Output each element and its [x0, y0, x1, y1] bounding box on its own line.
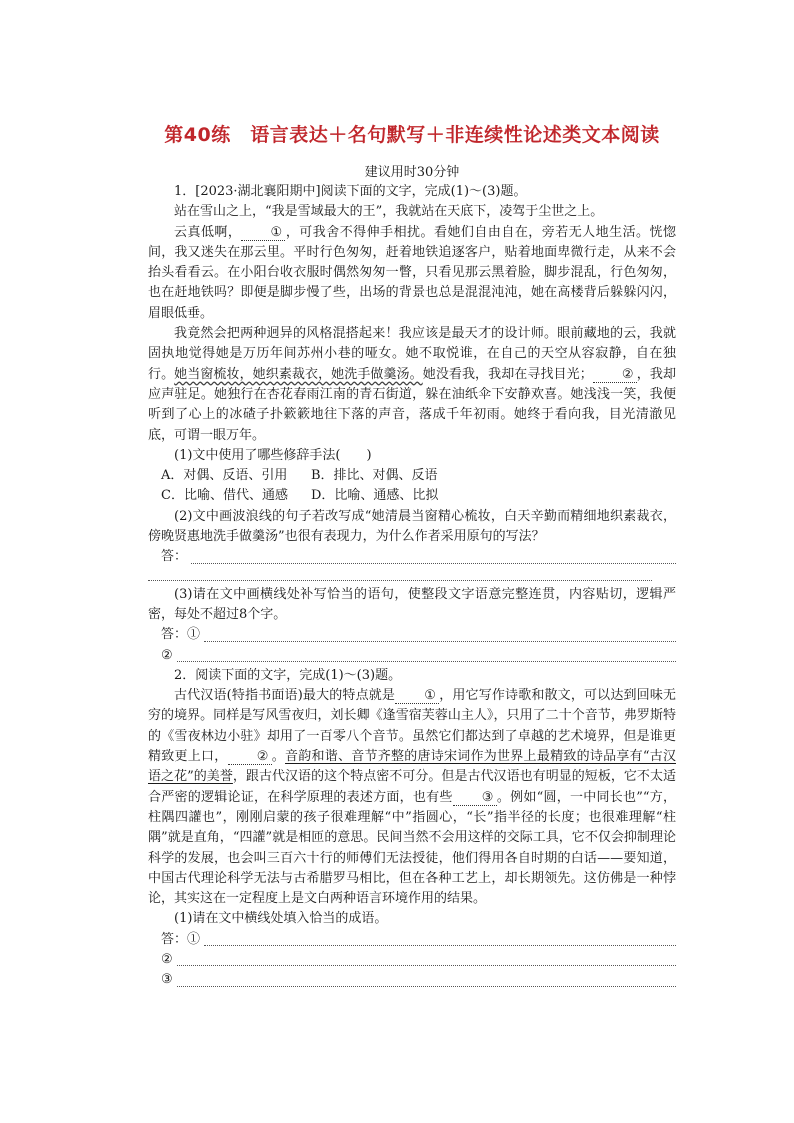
- answer-line[interactable]: [204, 629, 676, 642]
- q1-paragraph-3: [148, 324, 676, 446]
- answer-label: 答：①: [161, 627, 201, 643]
- text-run: 。: [271, 749, 286, 765]
- q1-paragraph-2: [148, 223, 676, 324]
- answer-label: 答：①: [161, 931, 201, 947]
- q1-answer-2-line-2[interactable]: [148, 568, 676, 585]
- text-run: 我竟然会把两种迥异的风格混搭起来！我应该是最天才的设计师。眼前藏地的云，我就固执地觉得她是万历年间苏州小巷的哑女。她不取悦谁，在自己的天空从容寂静，自在独行。: [148, 326, 676, 382]
- q2-sub-question-1: (1)请在文中横线处填入恰当的成语。: [174, 911, 388, 927]
- option-d[interactable]: D．比喻、通感、比拟: [311, 488, 439, 504]
- q1-answer-2-line-1[interactable]: [148, 547, 676, 567]
- q1-answer-3-line-1[interactable]: [148, 625, 676, 645]
- q2-answer-line-2[interactable]: [148, 950, 676, 970]
- underlined-sentence: 音韵和谐、音节齐整的唐诗宋词作为世界上最精致的诗品享有“古汉语之花”的美誉: [148, 749, 676, 785]
- q1-sub-question-1: (1)文中使用了哪些修辞手法( ): [174, 447, 372, 463]
- question-2-header: 2．阅读下面的文字，完成(1)～(3)题。: [174, 667, 402, 683]
- text-run: ，用它写作诗歌和散文，可以达到回味无穷的境界。同样是写风雪夜归，刘长卿《逢雪宿芙蓉山主人》，只用了二十个音节，弗罗斯特的《雪夜林边小驻》却用了一百零八个音节。虽然它们都达到了卓越的艺术境界，但是谁更精致更上口，: [148, 688, 676, 765]
- q1-options-row-2: [148, 486, 676, 506]
- q2-answer-line-1[interactable]: [148, 930, 676, 950]
- answer-line[interactable]: [148, 568, 652, 581]
- wavy-underlined-sentence: 她当窗梳妆，她织素裁衣，她洗手做羹汤。: [174, 366, 423, 382]
- q2-answer-line-3[interactable]: [148, 970, 676, 990]
- text-run: 她没看我，我却在寻找目光；: [422, 366, 593, 382]
- question-1-header: 1．[2023·湖北襄阳期中]阅读下面的文字，完成(1)～(3)题。: [174, 184, 527, 199]
- text-run: ，可我舍不得伸手相扰。看她们自由自在，旁若无人地生活。恍惚间，我又迷失在那云里。平时行色匆匆，赶着地铁追逐客户，贴着地面卑微行走，从来不会抬头看看云。在小阳台收衣服时偶然匆匆一瞥，只看见那云黑着脸，脚步混乱，行色匆匆，也在赶地铁吗？即便是脚步慢了些，出场的背景也总是混混沌沌，她在高楼背后躲躲闪闪，眉眼低垂。: [148, 224, 676, 321]
- answer-line[interactable]: [177, 649, 676, 662]
- page-title: 第40练 语言表达＋名句默写＋非连续性论述类文本阅读: [164, 124, 660, 146]
- text-run: 古代汉语(特指书面语)最大的特点就是: [174, 688, 396, 704]
- suggested-time: 建议用时30分钟: [364, 165, 460, 180]
- answer-line[interactable]: [177, 953, 676, 966]
- answer-label: 答：: [161, 549, 188, 565]
- text-run: 。例如“圆，一中同长也”“方，柱隅四讙也”，刚刚启蒙的孩子很难理解“中”指圆心，“长”指半径的长度；也很难理解“柱隅”就是直角，“四讙”就是相匝的意思。民间当然不会用这样的交际工具，它不仅会抑制理论科学的发展，也会叫三百六十行的师傅们无法授徒，他们得用各自时期的白话——要知道，中国古代理论科学无法与古希腊罗马相比，但在各种工艺上，却长期领先。这仿佛是一种悖论，其实这在一定程度上是文白两种语言环境作用的结果。: [148, 789, 676, 907]
- q1-sub-question-3: (3)请在文中画横线处补写恰当的语句，使整段文字语意完整连贯，内容贴切，逻辑严密，每处不超过8个字。: [148, 586, 676, 622]
- option-c[interactable]: C．比喻、借代、通感: [161, 488, 288, 504]
- blank-1: ①: [241, 225, 285, 241]
- answer-line[interactable]: [204, 933, 676, 946]
- q1-sub-question-2: (2)文中画波浪线的句子若改写成“她清晨当窗精心梳妆，白天辛勤而精细地织素裁衣，傍晚贤惠地洗手做羹汤”也很有表现力，为什么作者采用原句的写法？: [148, 508, 676, 545]
- answer-label: ②: [161, 951, 173, 967]
- option-a[interactable]: A．对偶、反语、引用: [161, 468, 288, 484]
- text-run: 云真低啊，: [174, 224, 242, 240]
- blank-2: ②: [228, 749, 272, 765]
- answer-line[interactable]: [177, 974, 676, 987]
- text-run: ，我却应声驻足。她独行在杏花春雨江南的青石街道，躲在油纸伞下安静欢喜。她浅浅一笑，我便听到了心上的冰碴子扑簌簌地往下落的声音，落成千年初雨。她终于看向我，目光清澈见底，可谓一眼万年。: [148, 366, 676, 443]
- q1-options-row-1: [148, 466, 676, 486]
- blank-2: ②: [593, 367, 637, 383]
- answer-label: ③: [161, 972, 173, 988]
- text-run: ，跟古代汉语的这个特点密不可分。但是古代汉语也有明显的短板，它不太适合严密的逻辑论证，在科学原理的表述方面，也有些: [148, 769, 676, 805]
- q1-paragraph-1: 站在雪山之上，“我是雪域最大的王”，我就站在天底下，凌驾于尘世之上。: [174, 204, 604, 220]
- q1-answer-3-line-2[interactable]: [148, 646, 676, 666]
- blank-3: ③: [453, 790, 497, 806]
- worksheet-content: [148, 120, 676, 991]
- blank-1: ①: [395, 688, 439, 704]
- answer-label: ②: [161, 647, 173, 663]
- q2-passage: [148, 686, 676, 909]
- answer-line[interactable]: [191, 551, 676, 564]
- option-b[interactable]: B．排比、对偶、反语: [311, 468, 438, 484]
